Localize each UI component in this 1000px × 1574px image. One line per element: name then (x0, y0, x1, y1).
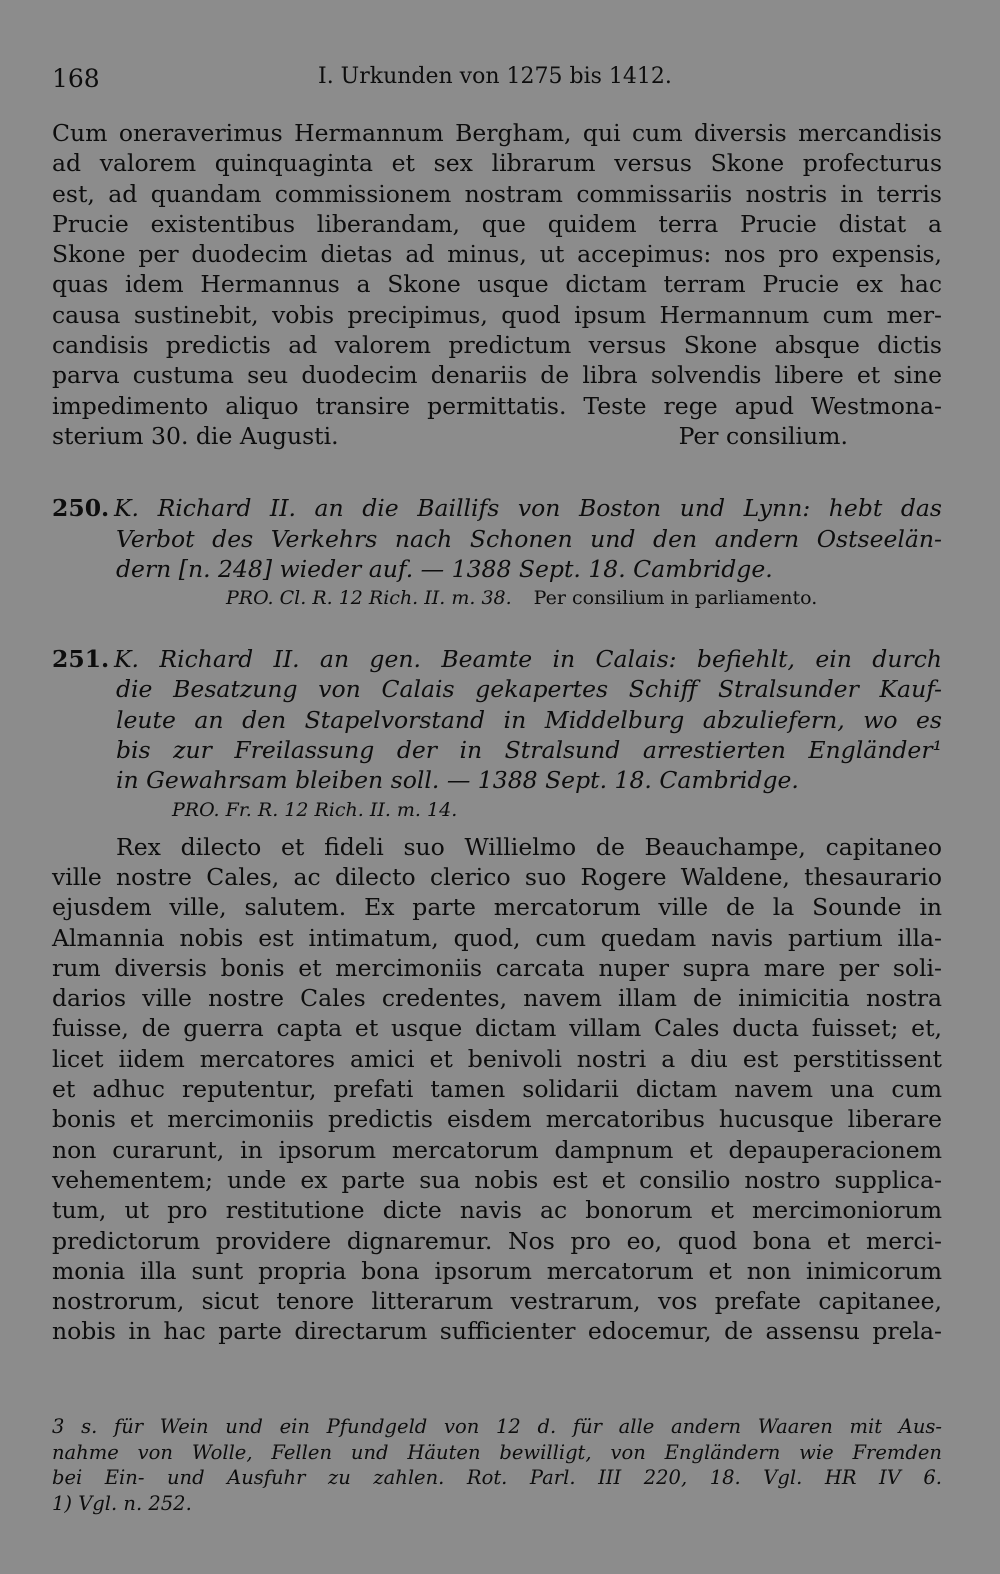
text-line: rum diversis bonis et mercimoniis carcata nuper supra mare per soli- (52, 953, 942, 982)
regest-text: K. Richard II. an gen. Beamte in Calais: befiehlt, ein durch (114, 645, 942, 674)
footnote-line: 1) Vgl. n. 252. (52, 1491, 192, 1515)
charter-text-continued (52, 118, 942, 451)
text-line: nobis in hac parte directarum sufficienter edocemur, de assensu prela- (52, 1317, 942, 1346)
text-line: tum, ut pro restitutione dicte navis ac bonorum et mercimoniorum (52, 1196, 942, 1225)
text-line: quas idem Hermannus a Skone usque dictam terram Prucie ex hac (52, 270, 942, 299)
text-line: ejusdem ville, salutem. Ex parte mercatorum ville de la Sounde in (52, 893, 942, 922)
text-line: Prucie existentibus liberandam, que quidem terra Prucie distat a (52, 209, 942, 238)
text-line: et adhuc reputentur, prefati tamen solidarii dictam navem una cum (52, 1075, 942, 1104)
page (52, 58, 942, 1347)
text-line: darios ville nostre Cales credentes, navem illam de inimicitia nostra (52, 984, 942, 1013)
charter-text-251 (52, 832, 942, 1347)
text-line: Cum oneraverimus Hermannum Bergham, qui cum diversis mercandisis (52, 119, 942, 147)
regest-line: dern [n. 248] wieder auf. — 1388 Sept. 18. Cambridge. (116, 554, 773, 583)
footnote-line: nahme von Wolle, Fellen und Häuten bewilligt, von Engländern wie Fremden (52, 1440, 942, 1464)
regest-line: leute an den Stapelvorstand in Middelburg abzuliefern, wo es (116, 705, 942, 734)
text-line: est, ad quandam commissionem nostram commissariis nostris in terris (52, 179, 942, 208)
text-line: ad valorem quinquaginta et sex librarum versus Skone profecturus (52, 149, 942, 178)
text-line: ville nostre Cales, ac dilecto clerico suo Rogere Waldene, thesaurario (52, 862, 942, 891)
source-note: Per consilium in parliamento. (533, 587, 818, 610)
text-line: bonis et mercimoniis predictis eisdem mercatoribus hucusque liberare (52, 1105, 942, 1134)
page-header (52, 58, 942, 98)
text-line: vehementem; unde ex parte sua nobis est et consilio nostro supplica- (52, 1165, 942, 1194)
regest-line: bis zur Freilassung der in Stralsund arrestierten Engländer¹ (116, 736, 942, 765)
page-number: 168 (52, 64, 100, 93)
entry-251 (52, 644, 942, 823)
text-line: candisis predictis ad valorem predictum versus Skone absque dictis (52, 331, 942, 360)
regest-line (52, 644, 942, 674)
closing-text: sterium 30. die Augusti. (52, 421, 339, 450)
entry-250 (52, 493, 942, 612)
text-line: monia illa sunt propria bona ipsorum mercatorum et non inimicorum (52, 1256, 942, 1285)
regest-line: die Besatzung von Calais gekapertes Schiff Stralsunder Kauf- (116, 675, 942, 704)
regest-line: Verbot des Verkehrs nach Schonen und den andern Ostseelän- (116, 524, 942, 553)
text-line: nostrorum, sicut tenore litterarum vestrarum, vos prefate capitanee, (52, 1287, 942, 1316)
text-line: Skone per duodecim dietas ad minus, ut accepimus: nos pro expensis, (52, 240, 942, 269)
footnote-line: bei Ein- und Ausfuhr zu zahlen. Rot. Parl. III 220, 18. Vgl. HR IV 6. (52, 1466, 942, 1489)
text-line: fuisse, de guerra capta et usque dictam villam Cales ducta fuisset; et, (52, 1014, 942, 1043)
signature-note: Per consilium. (678, 421, 848, 450)
text-line: licet iidem mercatores amici et benivoli nostri a diu est perstitissent (52, 1044, 942, 1073)
text-line: Almannia nobis est intimatum, quod, cum quedam navis partium illa- (52, 923, 942, 952)
source-signature: PRO. Fr. R. 12 Rich. II. m. 14. (172, 798, 458, 821)
running-title: I. Urkunden von 1275 bis 1412. (318, 64, 672, 89)
text-line: predictorum providere dignaremur. Nos pro eo, quod bona et merci- (52, 1226, 942, 1255)
source-line (52, 796, 942, 824)
text-line: causa sustinebit, vobis precipimus, quod ipsum Hermannum cum mer- (52, 300, 942, 329)
entry-number: 251. (52, 645, 110, 674)
text-line: Rex dilecto et fideli suo Willielmo de Beauchampe, capitaneo (116, 832, 942, 861)
text-line-last (52, 421, 942, 451)
entry-number: 250. (52, 494, 110, 523)
source-line (52, 584, 942, 612)
regest-line (52, 493, 942, 523)
footnote-line: 3 s. für Wein und ein Pfundgeld von 12 d. für alle andern Waaren mit Aus- (52, 1415, 942, 1438)
regest-text: K. Richard II. an die Baillifs von Boston und Lynn: hebt das (114, 494, 942, 523)
text-line: impedimento aliquo transire permittatis. Teste rege apud Westmona- (52, 391, 942, 420)
source-signature: PRO. Cl. R. 12 Rich. II. m. 38. (226, 587, 512, 610)
text-line: non curarunt, in ipsorum mercatorum dampnum et depauperacionem (52, 1135, 942, 1164)
text-line: parva custuma seu duodecim denariis de libra solvendis libere et sine (52, 361, 942, 390)
footnotes (52, 1414, 942, 1516)
regest-line: in Gewahrsam bleiben soll. — 1388 Sept. 18. Cambridge. (116, 766, 799, 795)
